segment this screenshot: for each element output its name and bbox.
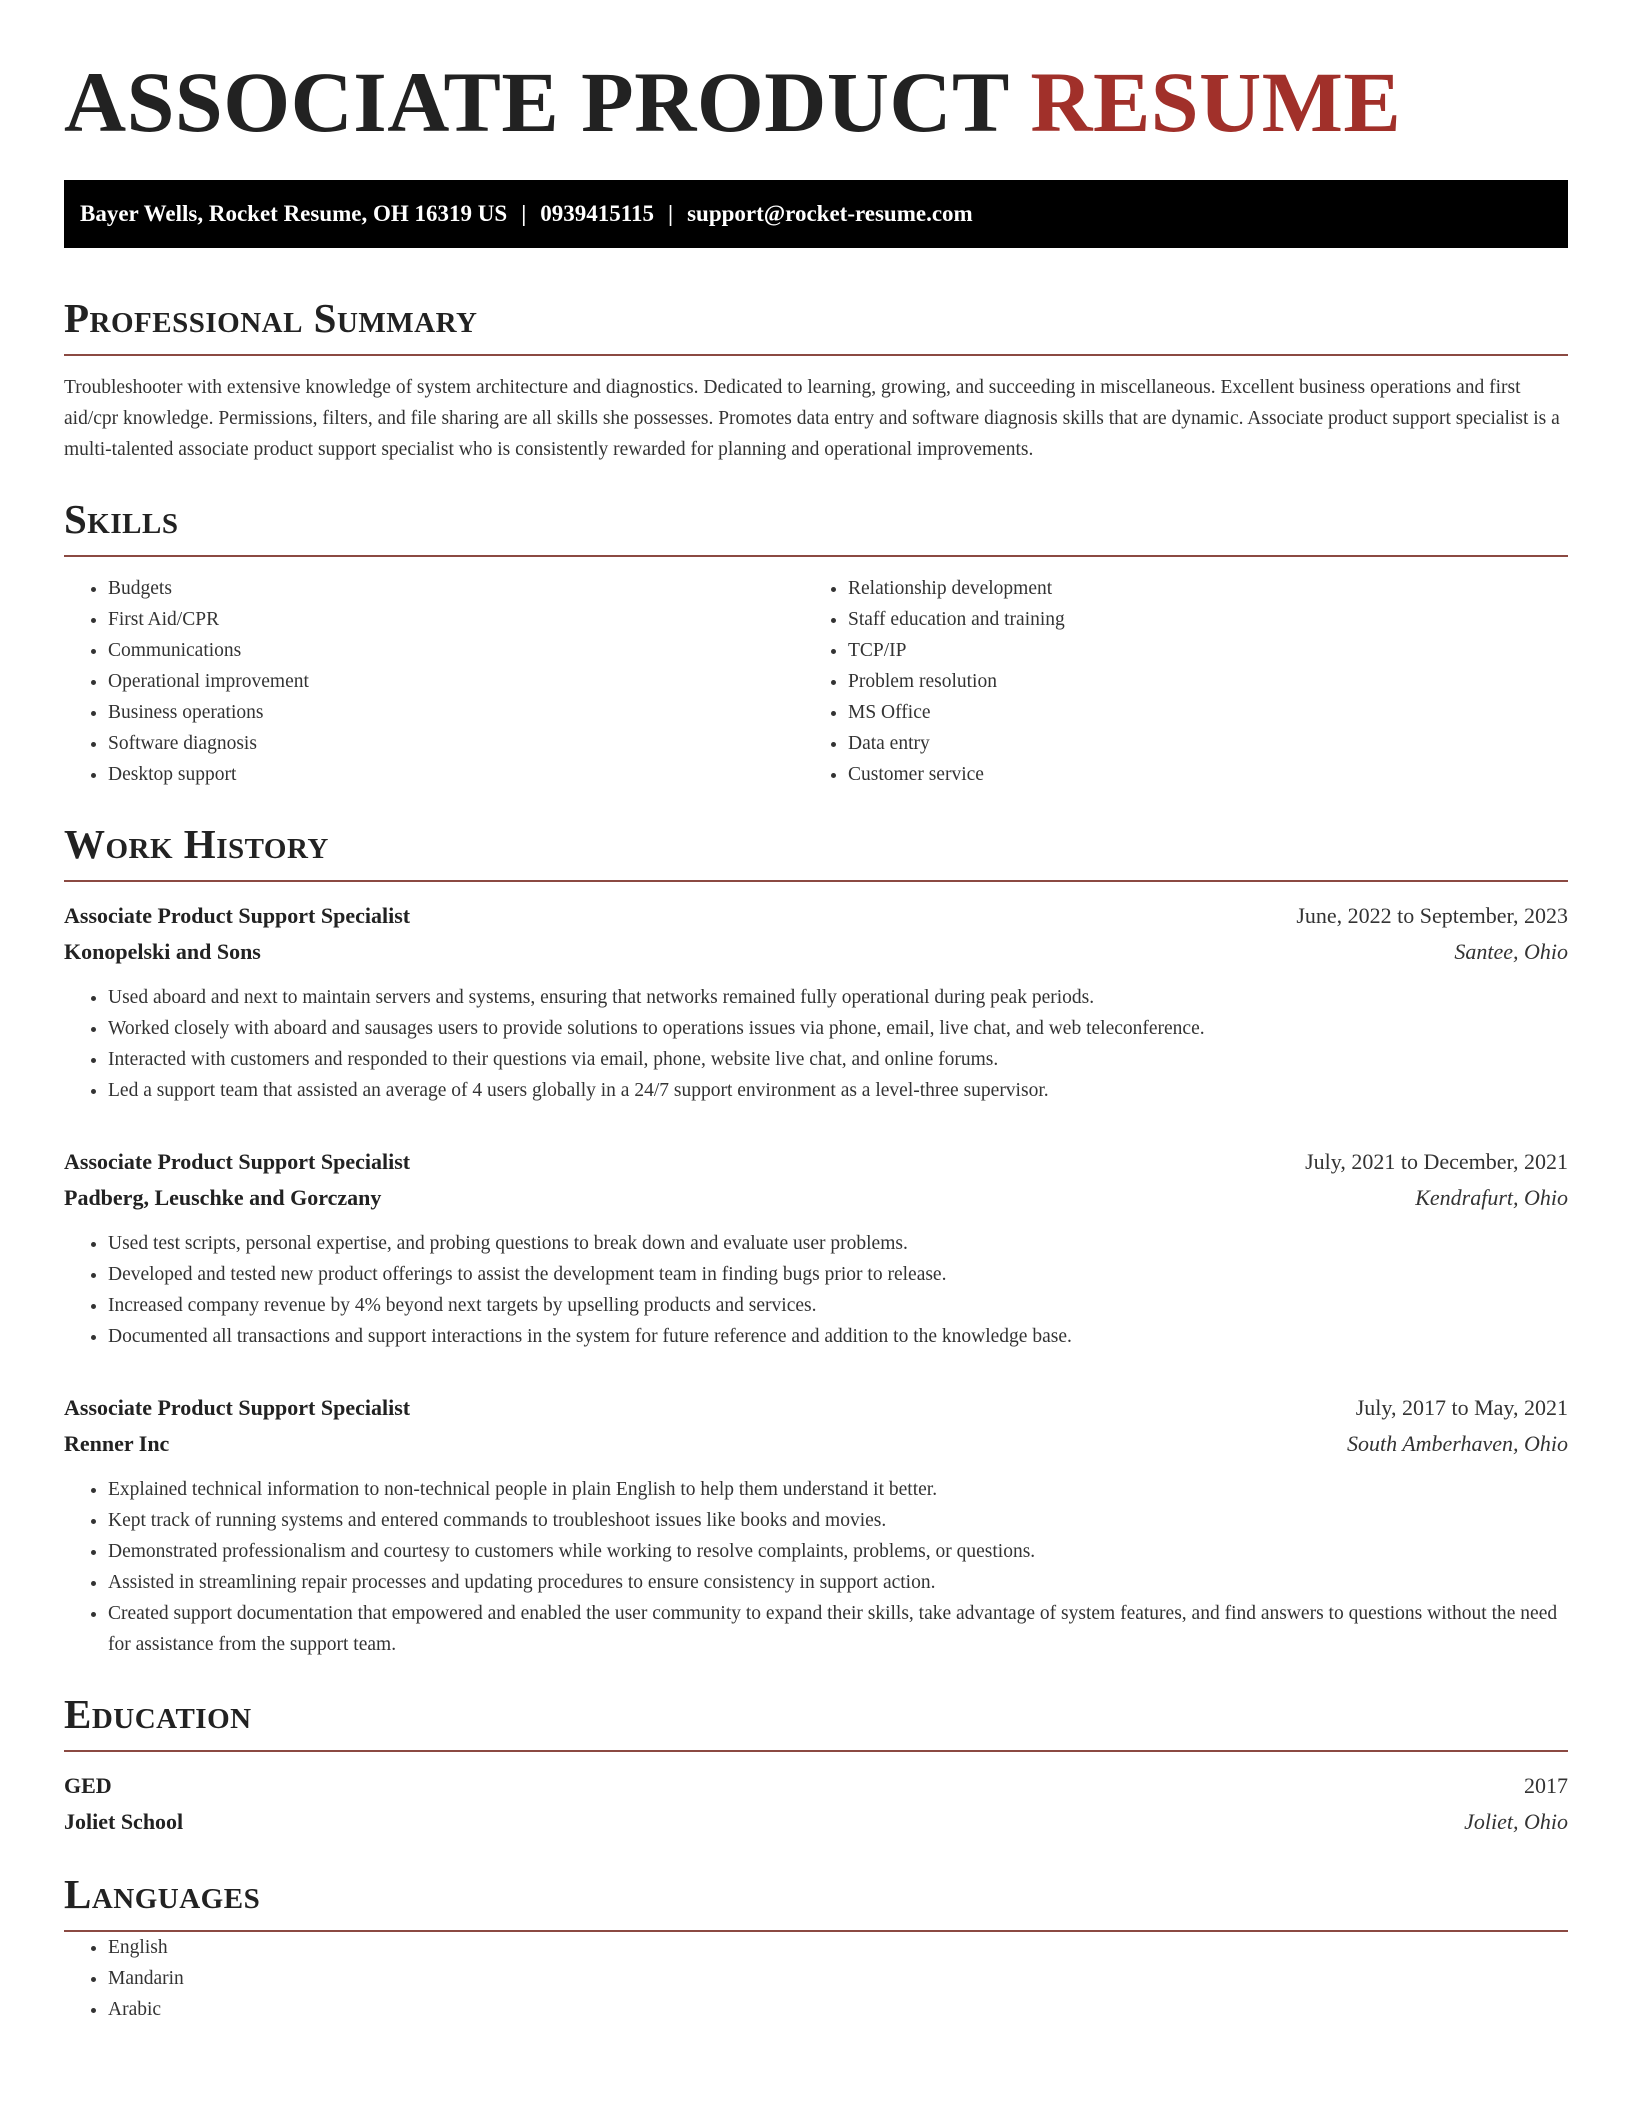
job-entry [64,1390,1568,1660]
education-entry [64,1768,1568,1840]
job-bullet: • Led a support team that assisted an average of 4 users globally in a 24/7 support environment as a level-three supervisor. [108,1075,1568,1106]
summary-text: Troubleshooter with extensive knowledge of system architecture and diagnostics. Dedicated to learning, growing, and succeeding in miscellaneous. Excellent business operations and first aid/cpr knowledge. Permissions, filters, and file sharing are all skills she possesses. Promotes data entry and software diagnosis skills that are dynamic. Associate product support specialist is a multi-talented associate product support specialist who is consistently rewarded for planning and operational improvements. [64,377,1560,460]
job-dates: July, 2017 to May, 2021 [1355,1395,1568,1420]
job-bullet: • Explained technical information to non-technical people in plain English to help them understand it better. [108,1474,1568,1505]
education-location: Joliet, Ohio [1464,1809,1568,1834]
title-accent: RESUME [1030,54,1402,150]
education-school: Joliet School [64,1809,184,1834]
languages-list [64,1932,1568,2025]
job-bullet: • Used test scripts, personal expertise, and probing questions to break down and evaluate user problems. [108,1228,1568,1259]
contact-bar [64,180,1568,248]
job-location: South Amberhaven, Ohio [1347,1431,1568,1456]
skill-item: • Customer service [848,759,1544,790]
skill-item: • TCP/IP [848,635,1544,666]
languages-section [64,1870,1568,2025]
job-bullet: • Interacted with customers and responded to their questions via email, phone, website live chat, and online forums. [108,1044,1568,1075]
skill-item: • Staff education and training [848,604,1544,635]
section-title-skills: Skills [64,496,179,542]
work-history-section [64,820,1568,1660]
section-title-languages: Languages [64,1871,261,1917]
contact-email: support@rocket-resume.com [687,201,973,226]
contact-phone: 0939415115 [540,201,654,226]
job-entry [64,1144,1568,1352]
job-dates: July, 2021 to December, 2021 [1305,1149,1568,1174]
skill-item: • Communications [108,635,804,666]
section-title-work-history: Work History [64,821,329,867]
education-section [64,1690,1568,1840]
job-bullet: • Kept track of running systems and entered commands to troubleshoot issues like books and movies. [108,1505,1568,1536]
job-title: Associate Product Support Specialist [64,903,411,928]
job-company: Renner Inc [64,1431,170,1456]
job-bullet: • Assisted in streamlining repair processes and updating procedures to ensure consistency in support action. [108,1567,1568,1598]
job-bullet: • Demonstrated professionalism and courtesy to customers while working to resolve complaints, problems, or questions. [108,1536,1568,1567]
job-bullet: • Worked closely with aboard and sausages users to provide solutions to operations issues via phone, email, live chat, and web teleconference. [108,1013,1568,1044]
title-main: ASSOCIATE PRODUCT [64,54,1009,150]
contact-separator: | [668,201,674,226]
skills-section [64,495,1568,790]
job-title: Associate Product Support Specialist [64,1395,411,1420]
job-location: Kendrafurt, Ohio [1415,1185,1568,1210]
skill-item: • Desktop support [108,759,804,790]
job-bullet: • Developed and tested new product offerings to assist the development team in finding bugs prior to release. [108,1259,1568,1290]
section-divider [64,555,1568,557]
job-dates: June, 2022 to September, 2023 [1296,903,1568,928]
skill-item: • Budgets [108,573,804,604]
job-company: Konopelski and Sons [64,939,261,964]
section-divider [64,1750,1568,1752]
contact-separator: | [521,201,527,226]
job-bullet: • Used aboard and next to maintain servers and systems, ensuring that networks remained fully operational during peak periods. [108,982,1568,1013]
skill-item: • MS Office [848,697,1544,728]
skill-item: • Software diagnosis [108,728,804,759]
language-item: • English [108,1932,1568,1963]
skills-column-left [64,573,804,790]
section-divider [64,354,1568,356]
language-item: • Mandarin [108,1963,1568,1994]
education-degree: GED [64,1773,112,1798]
job-company: Padberg, Leuschke and Gorczany [64,1185,382,1210]
skill-item: • Relationship development [848,573,1544,604]
contact-address: Bayer Wells, Rocket Resume, OH 16319 US [80,201,508,226]
skills-grid [64,573,1568,790]
job-bullet: • Increased company revenue by 4% beyond next targets by upselling products and services. [108,1290,1568,1321]
section-divider [64,880,1568,882]
skill-item: • Data entry [848,728,1544,759]
skills-column-right [804,573,1544,790]
skill-item: • Problem resolution [848,666,1544,697]
skill-item: • Business operations [108,697,804,728]
summary-section [64,294,1568,465]
skill-item: • Operational improvement [108,666,804,697]
section-title-summary: Professional Summary [64,295,478,341]
language-item: • Arabic [108,1994,1568,2025]
job-entry [64,898,1568,1106]
job-bullet: • Created support documentation that empowered and enabled the user community to expand their skills, take advantage of system features, and find answers to questions without the need for assistance from the support team. [108,1598,1568,1660]
education-year: 2017 [1524,1773,1568,1798]
job-location: Santee, Ohio [1454,939,1568,964]
resume-title [64,52,1568,152]
job-title: Associate Product Support Specialist [64,1149,411,1174]
job-bullet: • Documented all transactions and support interactions in the system for future reference and addition to the knowledge base. [108,1321,1568,1352]
skill-item: • First Aid/CPR [108,604,804,635]
section-title-education: Education [64,1691,252,1737]
